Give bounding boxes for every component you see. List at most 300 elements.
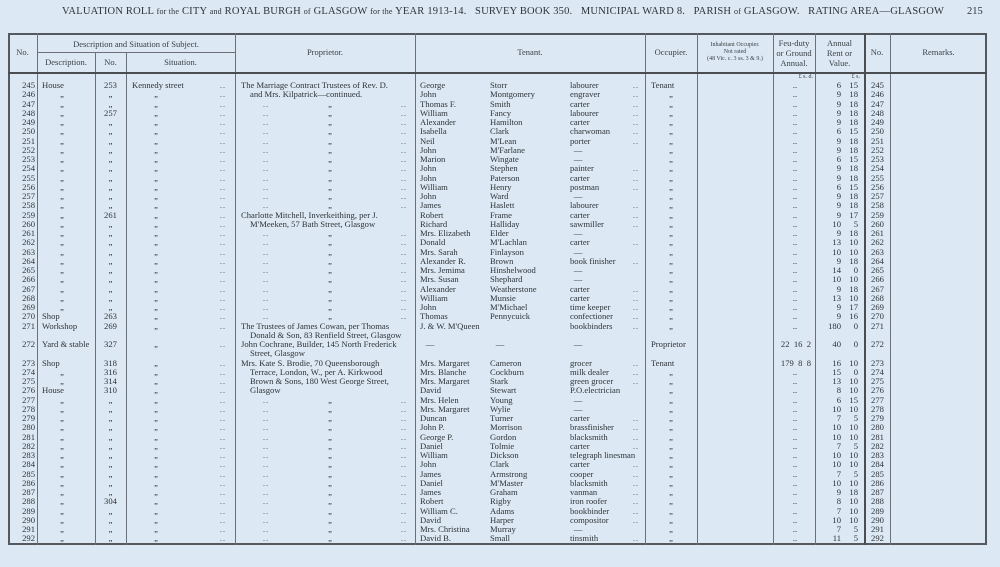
leader-dots: .. <box>263 136 269 146</box>
rent-pounds: 180 <box>828 320 841 331</box>
rent-shillings: 18 <box>849 255 858 266</box>
leader-dots: .. <box>220 201 226 211</box>
row-number: 292 <box>22 533 35 544</box>
row-street-number: „ <box>108 524 113 534</box>
leader-dots: .. <box>263 488 269 497</box>
tenant-occupation: labourer <box>570 107 599 118</box>
header-proprietor: Proprietor. <box>306 47 344 57</box>
tenant-first-name: — <box>425 339 435 349</box>
leader-dots: .. <box>220 256 226 266</box>
leader-dots: .. <box>401 173 407 183</box>
leader-dots: .. <box>633 182 639 192</box>
row-number-right: 256 <box>871 181 884 192</box>
tenant-surname: Munsie <box>490 292 516 303</box>
tenant-first-name: George P. <box>420 431 454 442</box>
row-situation: „ <box>154 496 158 507</box>
row-feu-duty: .. <box>792 228 798 238</box>
row-street-number: „ <box>108 459 113 470</box>
rent-pounds: 7 <box>836 524 841 534</box>
tenant-occupation: book finisher <box>570 255 616 266</box>
leader-dots: .. <box>220 377 226 386</box>
leader-dots: .. <box>220 478 226 488</box>
row-number: 248 <box>22 107 35 118</box>
proprietor-ditto: „ <box>328 302 332 312</box>
leader-dots: .. <box>220 238 226 248</box>
proprietor-ditto: „ <box>328 292 332 303</box>
row-feu-duty: .. <box>792 237 798 248</box>
row-number-right: 268 <box>871 292 884 303</box>
rent-pounds: 11 <box>832 533 841 544</box>
row-feu-duty: .. <box>792 514 798 525</box>
row-street-number: „ <box>108 422 113 433</box>
row-occupier: „ <box>669 385 673 396</box>
leader-dots: .. <box>263 173 269 183</box>
row-occupier: „ <box>669 144 673 155</box>
row-feu-duty: .. <box>792 533 798 544</box>
proprietor-ditto: „ <box>328 459 332 470</box>
leader-dots: .. <box>633 219 639 229</box>
leader-dots: .. <box>220 367 226 377</box>
rent-pounds: 9 <box>836 487 841 497</box>
row-number-right: 275 <box>871 376 884 386</box>
row-occupier: „ <box>669 505 673 516</box>
row-street-number: „ <box>108 228 113 238</box>
row-description: „ <box>60 533 64 544</box>
proprietor-ditto: „ <box>328 533 332 544</box>
tenant-first-name: Mrs. Jemima <box>420 265 465 275</box>
leader-dots: .. <box>263 497 269 507</box>
proprietor-ditto: „ <box>328 487 332 497</box>
leader-dots: .. <box>220 432 226 442</box>
title-text: CITY <box>181 6 207 17</box>
tenant-surname: Small <box>490 533 511 544</box>
row-number: 279 <box>22 413 35 423</box>
leader-dots: .. <box>220 395 226 405</box>
row-number-right: 264 <box>871 255 884 266</box>
row-description: „ <box>60 477 64 488</box>
header-line: Inhabitant Occupier. <box>710 42 760 48</box>
row-number-right: 290 <box>871 514 884 525</box>
leader-dots: .. <box>263 275 269 285</box>
tenant-first-name: Isabella <box>420 126 447 137</box>
row-street-number: „ <box>108 265 113 275</box>
rent-pounds: 16 <box>832 357 841 368</box>
leader-dots: .. <box>263 247 269 257</box>
row-number: 249 <box>22 117 35 127</box>
row-street-number: „ <box>108 440 113 451</box>
leader-dots: .. <box>220 340 226 349</box>
header-line: Not rated <box>723 49 747 55</box>
row-number-right: 282 <box>871 440 884 451</box>
leader-dots: .. <box>633 460 639 470</box>
rent-shillings: 15 <box>849 80 858 90</box>
row-description: „ <box>60 413 64 423</box>
column-rule <box>890 33 891 545</box>
tenant-occupation: bookbinders <box>570 320 613 331</box>
row-feu-duty: .. <box>792 459 798 470</box>
row-number-right: 289 <box>871 505 884 516</box>
row-situation: „ <box>154 209 158 220</box>
row-description: „ <box>60 524 64 534</box>
leader-dots: .. <box>263 266 269 275</box>
row-occupier: „ <box>669 524 673 534</box>
leader-dots: .. <box>263 441 269 451</box>
rent-shillings: 17 <box>849 209 858 220</box>
tenant-occupation: — <box>573 403 583 414</box>
rent-shillings: 10 <box>849 376 858 386</box>
rent-pounds: 7 <box>836 505 841 516</box>
leader-dots: .. <box>401 275 407 285</box>
header-no: No. <box>16 47 29 57</box>
tenant-surname: M'Master <box>490 477 524 488</box>
row-number: 288 <box>22 496 35 507</box>
row-feu-duty: .. <box>792 274 798 285</box>
tenant-occupation: carter <box>570 413 590 423</box>
leader-dots: .. <box>633 423 639 433</box>
row-number: 280 <box>22 422 35 433</box>
row-feu-duty: .. <box>792 283 798 294</box>
leader-dots: .. <box>401 534 407 544</box>
row-description: Shop <box>42 357 60 368</box>
row-occupier: „ <box>669 283 673 294</box>
row-number-right: 281 <box>871 431 884 442</box>
tenant-surname: Fancy <box>490 107 512 118</box>
title-text: YEAR 1913-14. <box>395 6 467 17</box>
leader-dots: .. <box>263 303 269 312</box>
row-description: „ <box>60 163 64 174</box>
row-number: 267 <box>22 283 35 294</box>
row-street-number: „ <box>108 89 113 100</box>
leader-dots: .. <box>220 99 226 109</box>
row-proprietor: Glasgow <box>250 385 281 396</box>
row-number-right: 269 <box>871 302 884 312</box>
row-street-number: „ <box>108 218 113 229</box>
leader-dots: .. <box>633 108 639 118</box>
proprietor-ditto: „ <box>328 394 332 405</box>
rent-pounds: 10 <box>832 514 841 525</box>
row-situation: „ <box>154 403 158 414</box>
row-occupier: „ <box>669 107 673 118</box>
row-number-right: 251 <box>871 135 884 146</box>
row-street-number: 261 <box>104 209 117 220</box>
tenant-surname: Dickson <box>490 450 519 460</box>
row-occupier: „ <box>669 172 673 183</box>
rent-shillings: 10 <box>849 514 858 525</box>
rent-pounds: 9 <box>836 302 841 312</box>
row-street-number: „ <box>108 413 113 423</box>
tenant-surname: Storr <box>490 80 508 90</box>
title-text: ROYAL BURGH <box>224 6 301 17</box>
row-street-number: „ <box>108 181 113 192</box>
row-description: „ <box>60 255 64 266</box>
row-proprietor: Street, Glasgow <box>250 348 305 359</box>
row-street-number: „ <box>108 450 113 460</box>
tenant-surname: Armstrong <box>490 468 528 479</box>
row-feu-duty: .. <box>792 144 798 155</box>
row-street-number: 257 <box>104 107 117 118</box>
proprietor-ditto: „ <box>328 431 332 442</box>
feu-units: £ s. d. <box>798 74 813 80</box>
leader-dots: .. <box>633 321 639 331</box>
leader-dots: .. <box>633 469 639 479</box>
leader-dots: .. <box>220 515 226 525</box>
leader-dots: .. <box>220 321 226 331</box>
leader-dots: .. <box>263 515 269 525</box>
row-number: 289 <box>22 505 35 516</box>
row-street-number: „ <box>108 487 113 497</box>
leader-dots: .. <box>401 108 407 118</box>
tenant-first-name: Richard <box>420 218 448 229</box>
row-feu-duty: .. <box>792 265 798 275</box>
row-description: „ <box>60 366 64 377</box>
row-street-number: 263 <box>104 311 117 322</box>
column-rule <box>235 33 236 545</box>
leader-dots: .. <box>401 155 407 164</box>
row-feu-duty: .. <box>792 496 798 507</box>
proprietor-ditto: „ <box>328 477 332 488</box>
proprietor-ditto: „ <box>328 172 332 183</box>
row-situation: „ <box>154 514 158 525</box>
row-number-right: 278 <box>871 403 884 414</box>
row-number-right: 247 <box>871 98 884 109</box>
row-number: 250 <box>22 126 35 137</box>
leader-dots: .. <box>220 164 226 174</box>
proprietor-ditto: „ <box>328 191 332 201</box>
row-street-number: „ <box>108 292 113 303</box>
row-situation: „ <box>154 172 158 183</box>
leader-dots: .. <box>220 506 226 516</box>
tenant-surname: Graham <box>490 487 518 497</box>
tenant-surname: Stewart <box>490 385 517 396</box>
tenant-first-name: Thomas <box>420 311 448 322</box>
row-number-right: 284 <box>871 459 884 470</box>
title-text: of <box>303 7 311 16</box>
row-street-number: 327 <box>104 339 117 349</box>
proprietor-ditto: „ <box>328 403 332 414</box>
rent-pounds: 14 <box>832 265 841 275</box>
leader-dots: .. <box>401 525 407 534</box>
tenant-surname: Murray <box>490 524 516 534</box>
row-occupier: „ <box>669 413 673 423</box>
proprietor-ditto: „ <box>328 228 332 238</box>
tenant-first-name: Mrs. Helen <box>420 394 459 405</box>
column-rule <box>773 33 774 545</box>
leader-dots: .. <box>263 256 269 266</box>
tenant-occupation: blacksmith <box>570 477 608 488</box>
rent-shillings: 10 <box>849 431 858 442</box>
row-street-number: „ <box>108 237 113 248</box>
tenant-surname: Rigby <box>490 496 512 507</box>
rent-shillings: 0 <box>853 339 858 349</box>
tenant-occupation: time keeper <box>570 302 611 312</box>
row-occupier: „ <box>669 200 673 211</box>
row-number: 260 <box>22 218 35 229</box>
tenant-occupation: — <box>573 265 583 275</box>
row-number: 262 <box>22 237 35 248</box>
row-description: „ <box>60 283 64 294</box>
row-number-right: 274 <box>871 366 884 377</box>
leader-dots: .. <box>401 201 407 211</box>
rent-pounds: 10 <box>832 274 841 285</box>
row-description: House <box>42 385 64 396</box>
tenant-surname: Shephard <box>490 274 523 285</box>
rent-shillings: 18 <box>849 107 858 118</box>
leader-dots: .. <box>633 118 639 127</box>
rent-pounds: 13 <box>832 376 841 386</box>
leader-dots: .. <box>401 247 407 257</box>
tenant-occupation: carter <box>570 440 590 451</box>
row-description: „ <box>60 431 64 442</box>
row-occupier: „ <box>669 533 673 544</box>
tenant-occupation: milk dealer <box>570 366 609 377</box>
proprietor-ditto: „ <box>328 181 332 192</box>
row-feu-duty: .. <box>792 135 798 146</box>
rent-pounds: 9 <box>836 98 841 109</box>
leader-dots: .. <box>401 497 407 507</box>
rent-shillings: 10 <box>849 274 858 285</box>
row-situation: „ <box>154 468 158 479</box>
parish: GLASGOW. <box>743 6 800 17</box>
leader-dots: .. <box>263 108 269 118</box>
rent-shillings: 15 <box>849 181 858 192</box>
leader-dots: .. <box>263 238 269 248</box>
leader-dots: .. <box>633 377 639 386</box>
row-situation: „ <box>154 431 158 442</box>
tenant-first-name: George <box>420 80 446 90</box>
row-number: 281 <box>22 431 35 442</box>
row-feu-duty: 179 8 8 <box>780 357 811 368</box>
row-number-right: 287 <box>871 487 884 497</box>
proprietor-ditto: „ <box>328 154 332 164</box>
row-street-number: 304 <box>104 496 117 507</box>
tenant-occupation: — <box>573 394 583 405</box>
leader-dots: .. <box>263 525 269 534</box>
rent-shillings: 18 <box>849 163 858 174</box>
row-situation: „ <box>154 422 158 433</box>
leader-dots: .. <box>633 432 639 442</box>
leader-dots: .. <box>263 192 269 201</box>
leader-dots: .. <box>220 451 226 460</box>
row-number-right: 250 <box>871 126 884 137</box>
tenant-occupation: confectioner <box>570 311 613 322</box>
row-street-number: „ <box>108 302 113 312</box>
rent-pounds: 9 <box>836 209 841 220</box>
tenant-first-name: John P. <box>420 422 445 433</box>
leader-dots: .. <box>220 266 226 275</box>
row-situation: „ <box>154 385 158 396</box>
row-street-number: 310 <box>104 385 117 396</box>
row-situation: „ <box>154 218 158 229</box>
leader-dots: .. <box>263 432 269 442</box>
tenant-occupation: green grocer <box>570 376 614 386</box>
tenant-surname: Finlayson <box>490 246 524 257</box>
row-situation: „ <box>154 357 158 368</box>
row-number-right: 272 <box>871 339 884 349</box>
tenant-surname: Turner <box>490 413 514 423</box>
leader-dots: .. <box>220 414 226 423</box>
leader-dots: .. <box>263 423 269 433</box>
tenant-occupation: porter <box>570 135 591 146</box>
row-number: 277 <box>22 394 35 405</box>
leader-dots: .. <box>401 414 407 423</box>
leader-dots: .. <box>401 460 407 470</box>
row-number: 245 <box>22 80 35 90</box>
proprietor-ditto: „ <box>328 413 332 423</box>
row-number-right: 249 <box>871 117 884 127</box>
row-situation: „ <box>154 320 158 331</box>
row-situation: „ <box>154 191 158 201</box>
tenant-surname: Pennycuick <box>490 311 531 322</box>
row-feu-duty: .. <box>792 302 798 312</box>
row-situation: „ <box>154 450 158 460</box>
row-situation: „ <box>154 459 158 470</box>
tenant-surname: M'Michael <box>490 302 528 312</box>
row-number: 270 <box>22 311 35 322</box>
leader-dots: .. <box>633 367 639 377</box>
rent-pounds: 9 <box>836 117 841 127</box>
leader-dots: .. <box>401 404 407 414</box>
row-street-number: „ <box>108 154 113 164</box>
rent-pounds: 9 <box>836 144 841 155</box>
header-annual-rent <box>815 38 864 68</box>
leader-dots: .. <box>263 155 269 164</box>
tenant-occupation: P.O.electrician <box>570 385 621 396</box>
row-street-number: „ <box>108 533 113 544</box>
header-situation: Situation. <box>164 57 197 67</box>
header-line: Annual. <box>780 58 808 68</box>
leader-dots: .. <box>220 192 226 201</box>
proprietor-ditto: „ <box>328 274 332 285</box>
row-occupier: „ <box>669 135 673 146</box>
leader-dots: .. <box>633 414 639 423</box>
leader-dots: .. <box>220 210 226 220</box>
tenant-first-name: David <box>420 514 442 525</box>
tenant-surname: Henry <box>490 181 512 192</box>
rent-shillings: 10 <box>849 385 858 396</box>
row-occupier: „ <box>669 117 673 127</box>
column-rule <box>415 33 416 545</box>
leader-dots: .. <box>263 478 269 488</box>
row-feu-duty: .. <box>792 181 798 192</box>
rent-shillings: 15 <box>849 394 858 405</box>
proprietor-ditto: „ <box>328 514 332 525</box>
leader-dots: .. <box>401 312 407 322</box>
row-description: „ <box>60 292 64 303</box>
leader-dots: .. <box>220 118 226 127</box>
leader-dots: .. <box>263 404 269 414</box>
header-no-right: No. <box>870 47 884 57</box>
row-description: „ <box>60 274 64 285</box>
row-occupier: „ <box>669 514 673 525</box>
tenant-occupation: telegraph linesman <box>570 450 636 460</box>
tenant-surname: Clark <box>490 459 510 470</box>
row-situation: „ <box>154 413 158 423</box>
rent-shillings: 10 <box>849 450 858 460</box>
row-description: „ <box>60 218 64 229</box>
leader-dots: .. <box>220 219 226 229</box>
leader-dots: .. <box>633 478 639 488</box>
row-situation: „ <box>154 366 158 377</box>
rent-shillings: 16 <box>849 311 858 322</box>
rent-shillings: 10 <box>849 246 858 257</box>
row-occupier: „ <box>669 154 673 164</box>
leader-dots: .. <box>220 525 226 534</box>
row-street-number: 318 <box>104 357 117 368</box>
row-street-number: „ <box>108 126 113 137</box>
row-occupier: „ <box>669 320 673 331</box>
rent-pounds: 10 <box>832 459 841 470</box>
row-feu-duty: .. <box>792 385 798 396</box>
